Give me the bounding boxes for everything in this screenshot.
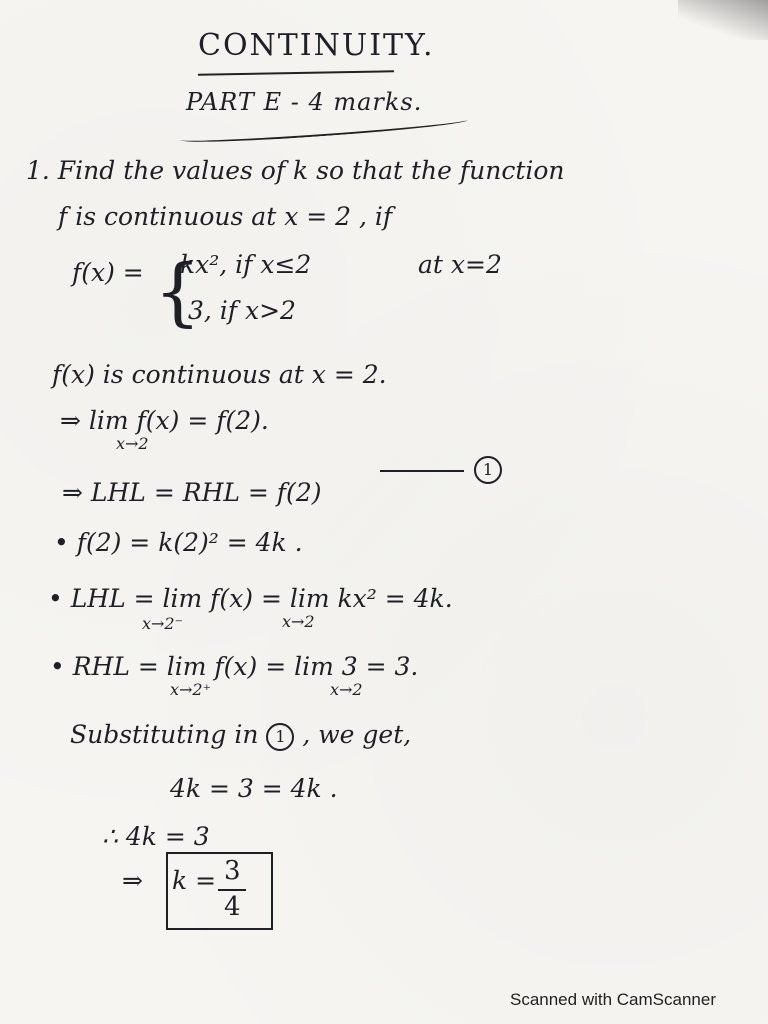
- equation-ref-line: [380, 470, 464, 472]
- ref-number: 1: [474, 456, 502, 484]
- solution-step-2: ⇒ lim f(x) = f(2).: [60, 406, 269, 435]
- answer-k-label: k =: [172, 866, 217, 895]
- subtitle-underline: [180, 114, 468, 146]
- question-line-1: 1. Find the values of k so that the function: [26, 156, 565, 185]
- scanner-watermark: Scanned with CamScanner: [509, 990, 716, 1009]
- solution-step-8: 4k = 3 = 4k .: [170, 774, 338, 803]
- step7-ref-number: 1: [266, 723, 294, 751]
- solution-step-7: [70, 720, 411, 751]
- final-arrow: ⇒: [122, 866, 143, 895]
- answer-fraction-bar: [218, 889, 246, 891]
- question-line-2: f is continuous at x = 2 , if: [58, 202, 393, 231]
- solution-step-6: • RHL = lim f(x) = lim 3 = 3.: [50, 652, 419, 681]
- page-subtitle: PART E - 4 marks.: [186, 88, 423, 116]
- solution-step-1: f(x) is continuous at x = 2.: [52, 360, 387, 389]
- limit-subscript-2: x→2⁻: [142, 614, 184, 633]
- piecewise-at-point: at x=2: [418, 250, 502, 279]
- limit-subscript-5: x→2: [330, 680, 363, 699]
- solution-step-3: ⇒ LHL = RHL = f(2): [62, 478, 322, 507]
- limit-subscript-3: x→2: [282, 612, 315, 631]
- answer-denominator: 4: [224, 892, 241, 922]
- piecewise-case-2: 3, if x>2: [188, 296, 296, 325]
- page-title: CONTINUITY.: [198, 28, 435, 63]
- function-label: f(x) =: [72, 258, 144, 287]
- step7-text-pre: Substituting in: [70, 720, 259, 749]
- answer-numerator: 3: [224, 856, 241, 886]
- solution-step-4: • f(2) = k(2)² = 4k .: [54, 528, 303, 557]
- limit-subscript-1: x→2: [116, 434, 149, 453]
- solution-step-9: ∴ 4k = 3: [102, 822, 210, 851]
- limit-subscript-4: x→2⁺: [170, 680, 212, 699]
- page-corner-shadow: [678, 0, 768, 40]
- piecewise-case-1: kx², if x≤2: [180, 250, 312, 279]
- title-underline: [198, 70, 394, 75]
- piecewise-brace: {: [154, 249, 202, 335]
- step7-text-post: , we get,: [302, 720, 412, 749]
- solution-step-5: • LHL = lim f(x) = lim kx² = 4k.: [48, 584, 453, 613]
- equation-ref-circle: [474, 456, 502, 484]
